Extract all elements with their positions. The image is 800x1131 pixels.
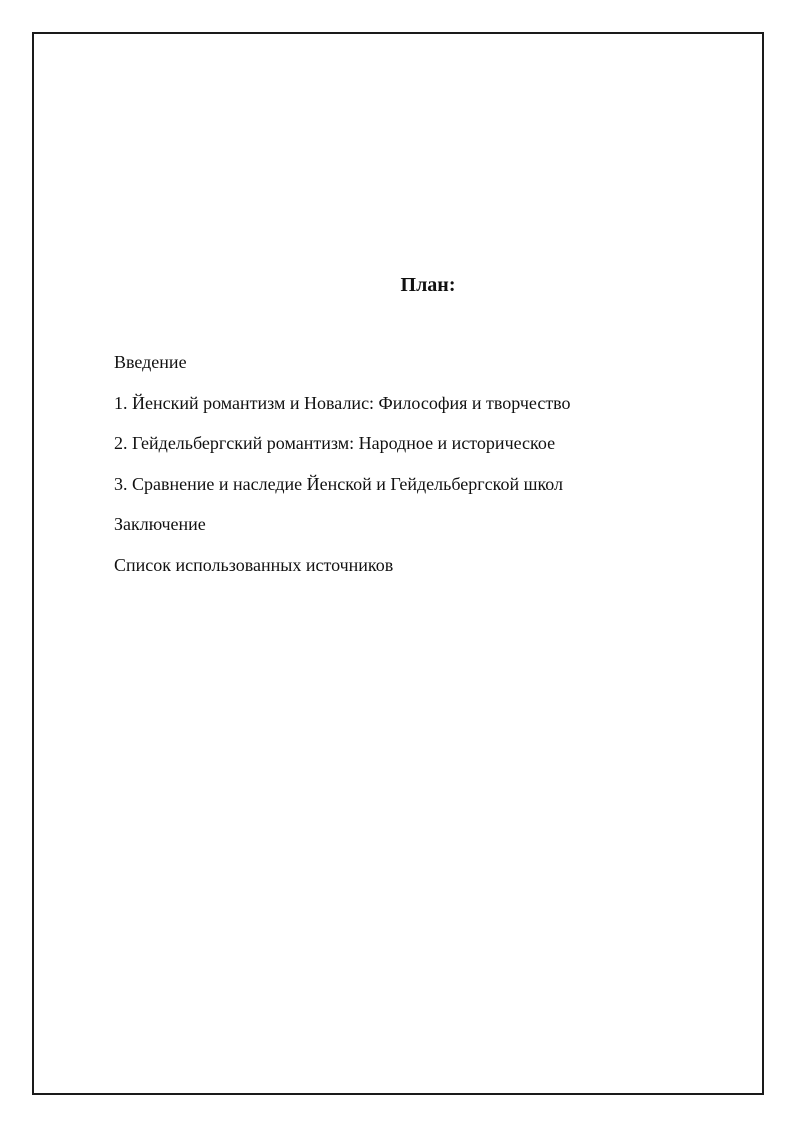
toc-item-conclusion: Заключение (114, 514, 206, 534)
table-of-contents (114, 350, 571, 593)
toc-item-introduction: Введение (114, 352, 187, 372)
toc-item-references: Список использованных источников (114, 554, 394, 575)
toc-item-comparison: 3. Сравнение и наследие Йенской и Гейдельбергской школ (114, 473, 564, 494)
toc-item-heidelberg-romanticism: 2. Гейдельбергский романтизм: Народное и историческое (114, 433, 556, 453)
page-title: План: (400, 274, 456, 296)
toc-item-jena-romanticism: 1. Йенский романтизм и Новалис: Философия и творчество (114, 392, 571, 413)
